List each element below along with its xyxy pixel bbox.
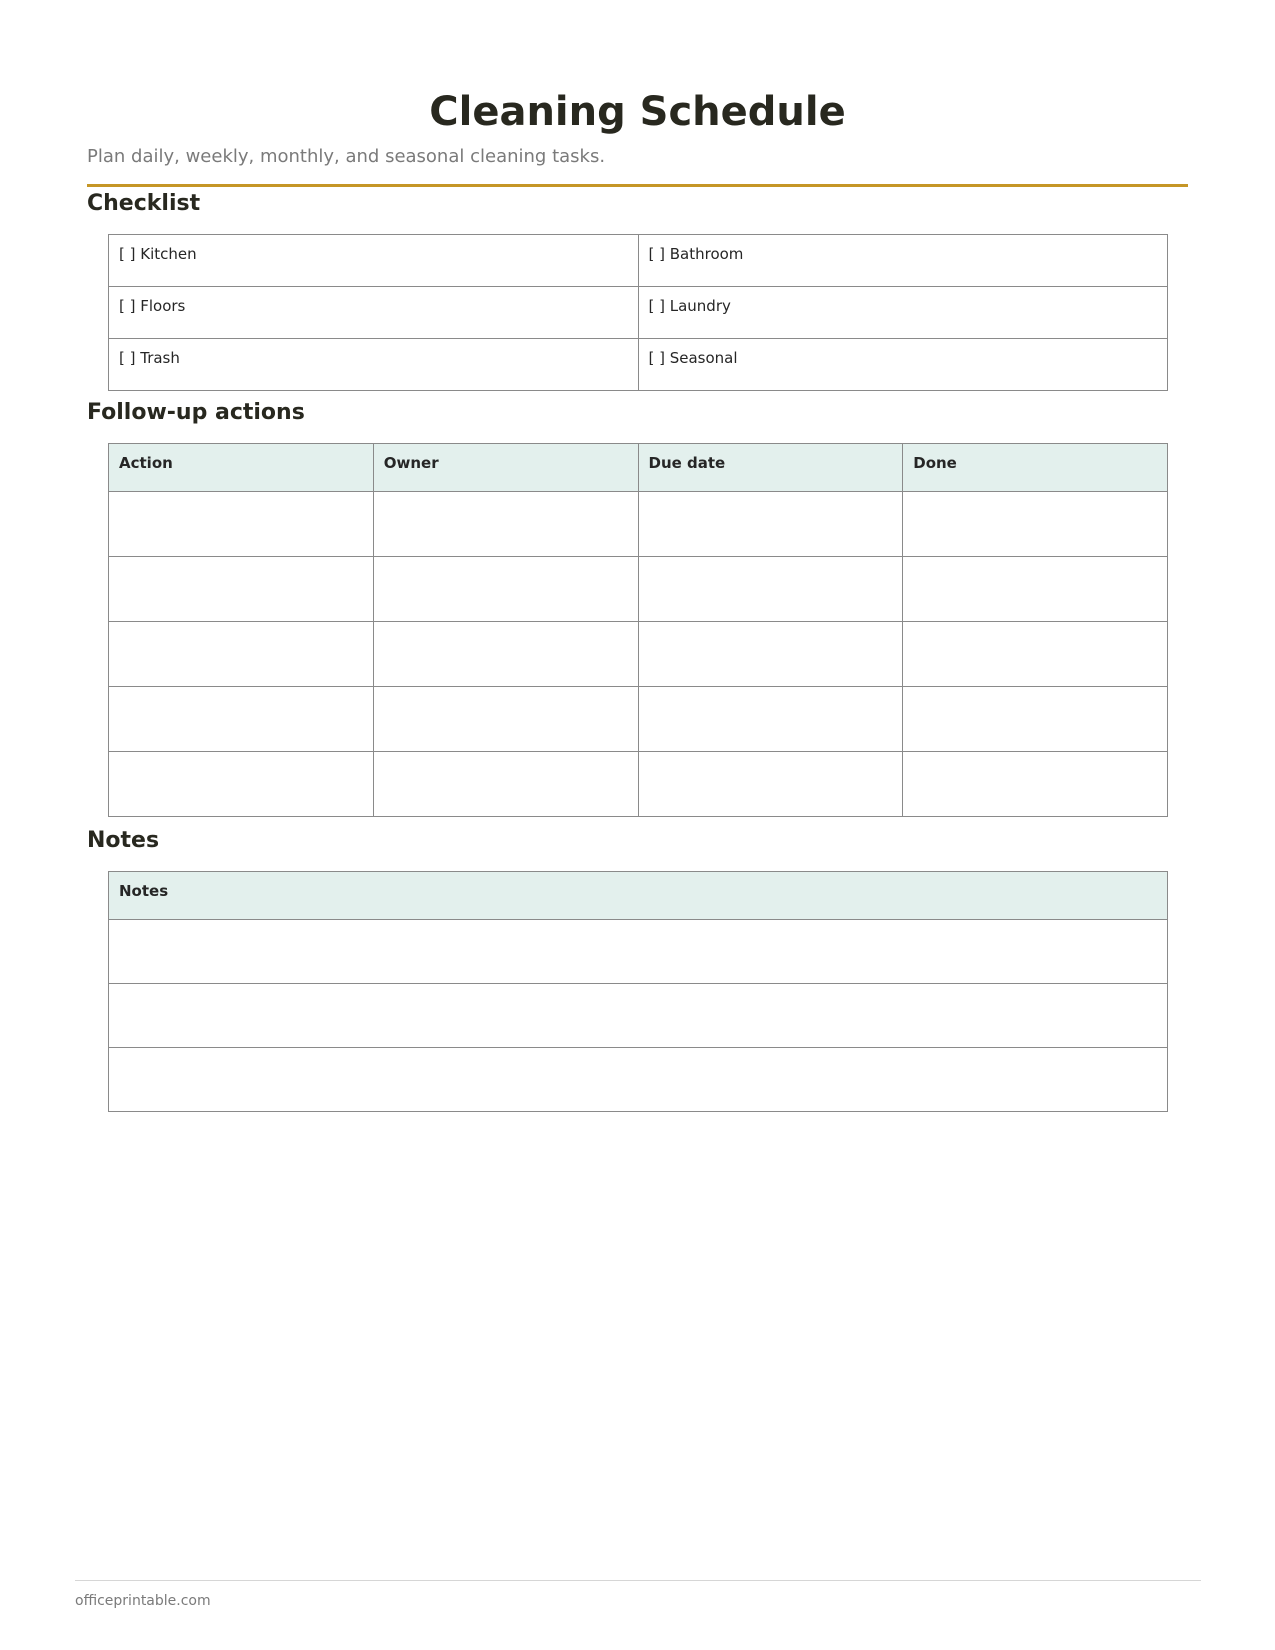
action-cell[interactable] [109, 492, 374, 557]
checklist-heading: Checklist [87, 191, 201, 216]
table-row [109, 622, 1168, 687]
notes-cell[interactable] [109, 1048, 1168, 1112]
footer-divider [75, 1580, 1201, 1581]
table-row [109, 339, 1168, 391]
checklist-table [108, 234, 1168, 391]
table-row [109, 752, 1168, 817]
due-date-cell[interactable] [638, 687, 903, 752]
table-row [109, 687, 1168, 752]
action-cell[interactable] [109, 687, 374, 752]
followup-heading: Follow-up actions [87, 400, 305, 425]
column-header-done: Done [903, 444, 1168, 492]
due-date-cell[interactable] [638, 492, 903, 557]
page-subtitle: Plan daily, weekly, monthly, and seasonal cleaning tasks. [87, 146, 606, 167]
table-row [109, 287, 1168, 339]
due-date-cell[interactable] [638, 622, 903, 687]
notes-cell[interactable] [109, 920, 1168, 984]
table-row [109, 1048, 1168, 1112]
checklist-item[interactable]: [ ] Trash [109, 339, 639, 391]
checklist-item[interactable]: [ ] Kitchen [109, 235, 639, 287]
table-row [109, 920, 1168, 984]
table-header-row [109, 872, 1168, 920]
notes-table [108, 871, 1168, 1112]
due-date-cell[interactable] [638, 752, 903, 817]
action-cell[interactable] [109, 752, 374, 817]
column-header-notes: Notes [109, 872, 1168, 920]
done-cell[interactable] [903, 687, 1168, 752]
table-header-row [109, 444, 1168, 492]
footer-source: officeprintable.com [75, 1593, 211, 1609]
page-title: Cleaning Schedule [429, 89, 846, 135]
owner-cell[interactable] [373, 752, 638, 817]
column-header-action: Action [109, 444, 374, 492]
title-divider [87, 184, 1188, 187]
action-cell[interactable] [109, 622, 374, 687]
owner-cell[interactable] [373, 557, 638, 622]
owner-cell[interactable] [373, 492, 638, 557]
notes-heading: Notes [87, 828, 160, 853]
checklist-item[interactable]: [ ] Laundry [638, 287, 1168, 339]
table-row [109, 235, 1168, 287]
owner-cell[interactable] [373, 687, 638, 752]
done-cell[interactable] [903, 557, 1168, 622]
table-row [109, 984, 1168, 1048]
column-header-due-date: Due date [638, 444, 903, 492]
done-cell[interactable] [903, 492, 1168, 557]
checklist-item[interactable]: [ ] Floors [109, 287, 639, 339]
owner-cell[interactable] [373, 622, 638, 687]
table-row [109, 557, 1168, 622]
notes-cell[interactable] [109, 984, 1168, 1048]
action-cell[interactable] [109, 557, 374, 622]
table-row [109, 492, 1168, 557]
due-date-cell[interactable] [638, 557, 903, 622]
column-header-owner: Owner [373, 444, 638, 492]
done-cell[interactable] [903, 622, 1168, 687]
checklist-item[interactable]: [ ] Seasonal [638, 339, 1168, 391]
checklist-item[interactable]: [ ] Bathroom [638, 235, 1168, 287]
done-cell[interactable] [903, 752, 1168, 817]
followup-table [108, 443, 1168, 817]
